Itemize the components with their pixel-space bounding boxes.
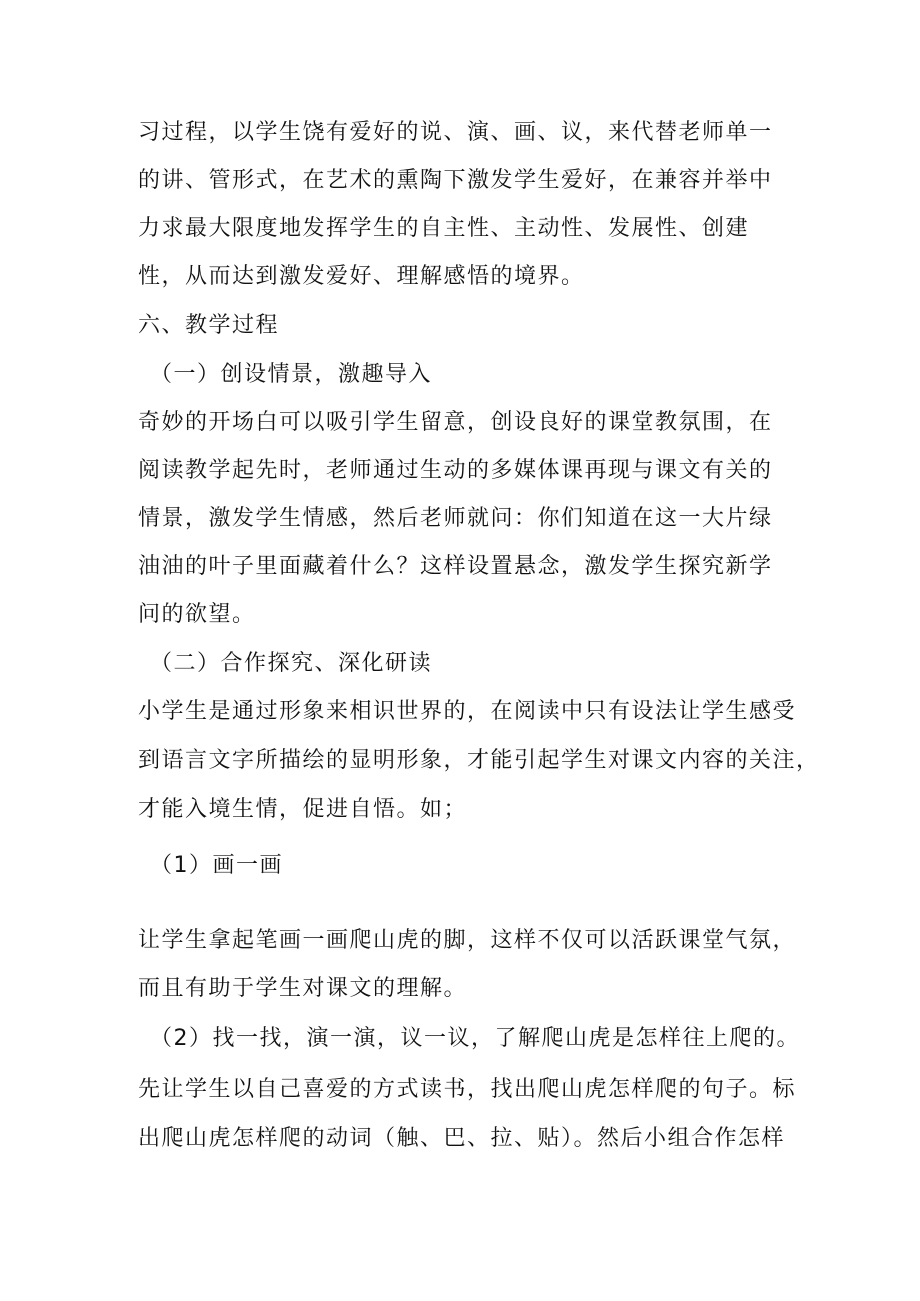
paragraph-line: 习过程，以学生饶有爱好的说、演、画、议，来代替老师单一 bbox=[138, 120, 773, 145]
paragraph-line: 小学生是通过形象来相识世界的，在阅读中只有设法让学生感受 bbox=[138, 699, 797, 724]
paragraph-line: 奇妙的开场白可以吸引学生留意，创设良好的课堂教氛围，在 bbox=[138, 410, 773, 435]
paragraph-line: 才能入境生情，促进自悟。如； bbox=[138, 797, 468, 822]
list-item-heading: （1）画一画 bbox=[150, 853, 283, 878]
paragraph-line: 油油的叶子里面藏着什么？这样设置悬念，激发学生探究新学 bbox=[138, 554, 773, 579]
paragraph-line: 出爬山虎怎样爬的动词（触、巴、拉、贴）。然后小组合作怎样 bbox=[138, 1126, 786, 1151]
paragraph-line: 阅读教学起先时，老师通过生动的多媒体课再现与课文有关的 bbox=[138, 458, 773, 483]
list-item-heading: （2）找一找，演一演，议一议，了解爬山虎是怎样往上爬的。 bbox=[150, 1026, 800, 1051]
paragraph-line: 的讲、管形式，在艺术的熏陶下激发学生爱好，在兼容并举中 bbox=[138, 168, 773, 193]
paragraph-line: 力求最大限度地发挥学生的自主性、主动性、发展性、创建 bbox=[138, 216, 750, 241]
paragraph-line: 让学生拿起笔画一画爬山虎的脚，这样不仅可以活跃课堂气氛， bbox=[138, 928, 797, 953]
paragraph-line: 先让学生以自己喜爱的方式读书，找出爬山虎怎样爬的句子。标 bbox=[138, 1077, 797, 1102]
subsection-heading: （二）合作探究、深化研读 bbox=[150, 651, 433, 676]
paragraph-line: 问的欲望。 bbox=[138, 602, 256, 627]
paragraph-line: 情景，激发学生情感，然后老师就问：你们知道在这一大片绿 bbox=[138, 506, 773, 531]
section-heading: 六、教学过程 bbox=[138, 313, 280, 338]
subsection-heading: （一）创设情景，激趣导入 bbox=[150, 362, 433, 387]
paragraph-line: 性，从而达到激发爱好、理解感悟的境界。 bbox=[138, 264, 585, 289]
paragraph-line: 到语言文字所描绘的显明形象，才能引起学生对课文内容的关注， bbox=[138, 748, 820, 773]
paragraph-line: 而且有助于学生对课文的理解。 bbox=[138, 976, 468, 1001]
